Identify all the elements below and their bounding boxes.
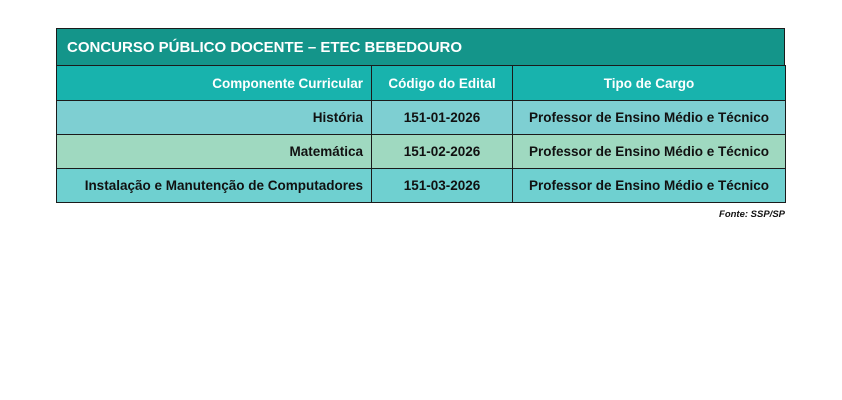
cell-componente: Matemática — [57, 135, 372, 169]
cell-codigo: 151-03-2026 — [372, 169, 513, 203]
cell-tipo: Professor de Ensino Médio e Técnico — [513, 101, 786, 135]
table-row — [57, 169, 786, 203]
column-header-tipo: Tipo de Cargo — [513, 66, 786, 101]
source-note: Fonte: SSP/SP — [719, 209, 785, 220]
table-title: CONCURSO PÚBLICO DOCENTE – ETEC BEBEDOURO — [56, 28, 785, 65]
cell-codigo: 151-02-2026 — [372, 135, 513, 169]
cell-codigo: 151-01-2026 — [372, 101, 513, 135]
header-row — [57, 66, 786, 101]
cell-componente: Instalação e Manutenção de Computadores — [57, 169, 372, 203]
column-header-componente: Componente Curricular — [57, 66, 372, 101]
cell-tipo: Professor de Ensino Médio e Técnico — [513, 135, 786, 169]
table-row — [57, 101, 786, 135]
cell-componente: História — [57, 101, 372, 135]
table-row — [57, 135, 786, 169]
column-header-codigo: Código do Edital — [372, 66, 513, 101]
data-table — [56, 65, 786, 203]
contest-table — [56, 28, 785, 220]
cell-tipo: Professor de Ensino Médio e Técnico — [513, 169, 786, 203]
